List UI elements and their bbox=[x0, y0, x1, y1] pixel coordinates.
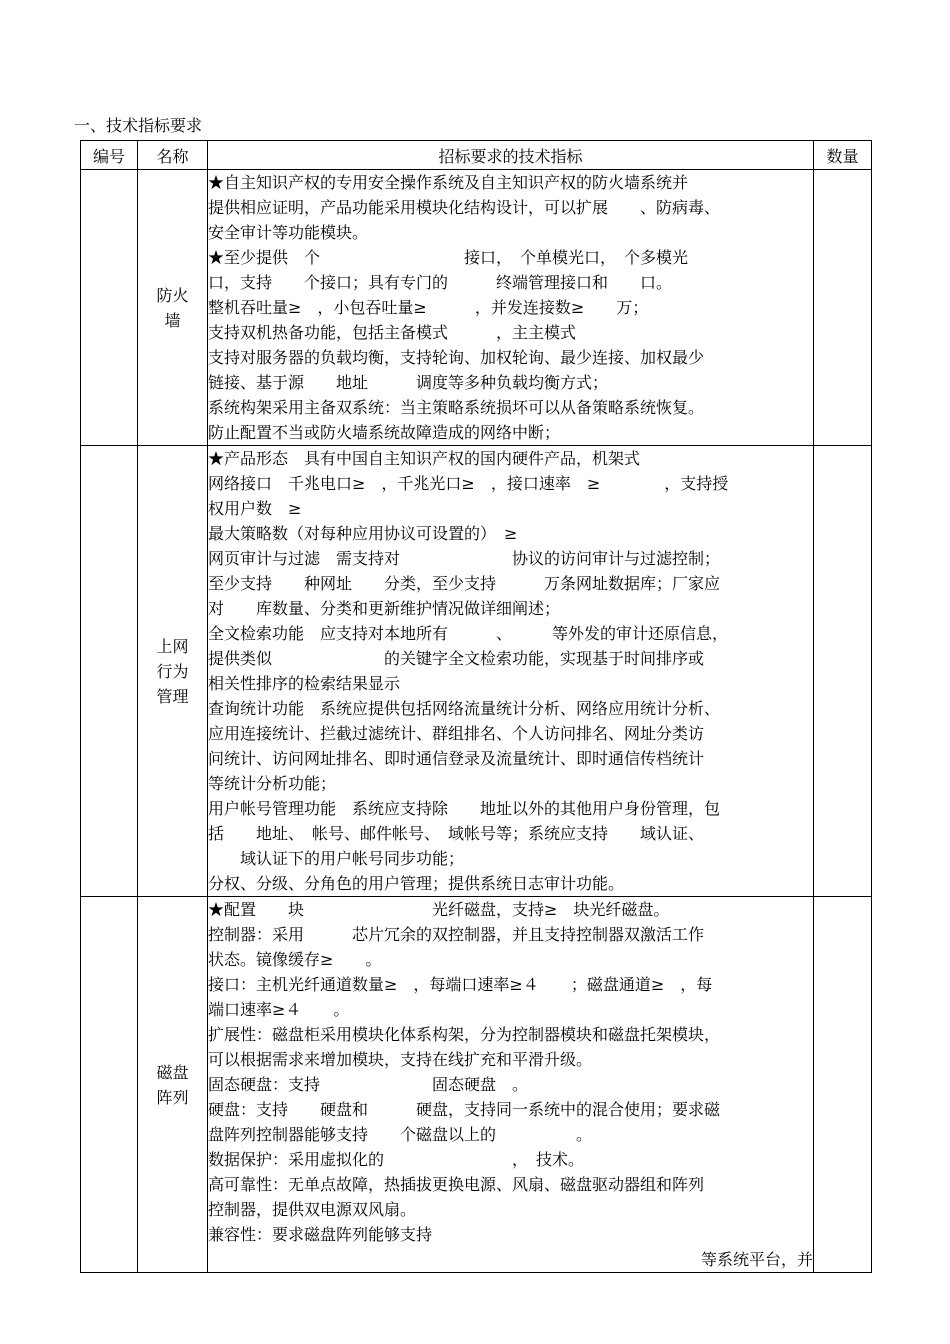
spec-line: 支持双机热备功能，包括主备模式 ，主主模式 bbox=[208, 323, 577, 342]
spec-line: 对 库数量、分类和更新维护情况做详细阐述； bbox=[208, 599, 561, 618]
row-name-text: 上网行为管理 bbox=[156, 636, 189, 706]
spec-line: 控制器：采用 芯片冗余的双控制器，并且支持控制器双激活工作 bbox=[208, 925, 705, 944]
row-name bbox=[138, 897, 208, 1273]
spec-line: 盘阵列控制器能够支持 个磁盘以上的 。 bbox=[208, 1125, 593, 1144]
spec-line: 口，支持 个接口；具有专门的 终端管理接口和 口。 bbox=[208, 273, 673, 292]
spec-line: 高可靠性：无单点故障，热插拔更换电源、风扇、磁盘驱动器组和阵列 bbox=[208, 1175, 705, 1194]
spec-line: 网页审计与过滤 需支持对 协议的访问审计与过滤控制； bbox=[208, 549, 721, 568]
spec-line: 等统计分析功能； bbox=[208, 774, 337, 793]
spec-line: 状态。镜像缓存≥ 。 bbox=[208, 950, 382, 969]
spec-line: 最大策略数（对每种应用协议可设置的） ≥ bbox=[208, 524, 518, 543]
section-title: 一、技术指标要求 bbox=[74, 116, 203, 135]
row-quantity bbox=[814, 170, 872, 446]
header-quantity: 数量 bbox=[814, 141, 872, 170]
header-number: 编号 bbox=[81, 141, 138, 170]
spec-line: 系统构架采用主备双系统：当主策略系统损坏可以从备策略系统恢复。 bbox=[208, 398, 705, 417]
row-name bbox=[138, 170, 208, 446]
spec-line: 等系统平台，并 bbox=[700, 1250, 813, 1269]
spec-line: 至少支持 种网址 分类，至少支持 万条网址数据库；厂家应 bbox=[208, 574, 721, 593]
spec-line: 查询统计功能 系统应提供包括网络流量统计分析、网络应用统计分析、 bbox=[208, 699, 721, 718]
row-name bbox=[138, 446, 208, 897]
spec-line: 括 地址、 帐号、邮件帐号、 域帐号等；系统应支持 域认证、 bbox=[208, 824, 705, 843]
spec-line: 端口速率≥４ 。 bbox=[208, 1000, 350, 1019]
table-header-row bbox=[81, 141, 872, 170]
spec-line: ★至少提供 个 接口， 个单模光口， 个多模光 bbox=[208, 248, 689, 267]
spec-line: 网络接口 千兆电口≥ ，千兆光口≥ ，接口速率 ≥ ，支持授 bbox=[208, 474, 729, 493]
spec-line: ★产品形态 具有中国自主知识产权的国内硬件产品，机架式 bbox=[208, 449, 641, 468]
table-row bbox=[81, 897, 872, 1273]
spec-line: 支持对服务器的负载均衡，支持轮询、加权轮询、最少连接、加权最少 bbox=[208, 348, 705, 367]
spec-line: 提供类似 的关键字全文检索功能，实现基于时间排序或 bbox=[208, 649, 705, 668]
spec-line: 可以根据需求来增加模块，支持在线扩充和平滑升级。 bbox=[208, 1050, 593, 1069]
spec-line: 权用户数 ≥ bbox=[208, 499, 302, 518]
row-number bbox=[81, 897, 138, 1273]
row-spec bbox=[208, 170, 814, 446]
spec-line: 硬盘：支持 硬盘和 硬盘，支持同一系统中的混合使用；要求磁 bbox=[208, 1100, 721, 1119]
row-number bbox=[81, 170, 138, 446]
row-number bbox=[81, 446, 138, 897]
row-spec bbox=[208, 897, 814, 1273]
spec-line: 链接、基于源 地址 调度等多种负载均衡方式； bbox=[208, 373, 609, 392]
spec-line: 问统计、访问网址排名、即时通信登录及流量统计、即时通信传档统计 bbox=[208, 749, 705, 768]
spec-line: 数据保护：采用虚拟化的 ， 技术。 bbox=[208, 1150, 585, 1169]
spec-line: 固态硬盘：支持 固态硬盘 。 bbox=[208, 1075, 529, 1094]
header-spec: 招标要求的技术指标 bbox=[208, 141, 814, 170]
row-quantity bbox=[814, 446, 872, 897]
spec-line: 全文检索功能 应支持对本地所有 、 等外发的审计还原信息， bbox=[208, 624, 729, 643]
spec-line: 域认证下的用户帐号同步功能； bbox=[208, 849, 465, 868]
header-name: 名称 bbox=[138, 141, 208, 170]
spec-line: 提供相应证明，产品功能采用模块化结构设计，可以扩展 、防病毒、 bbox=[208, 198, 721, 217]
table-row bbox=[81, 170, 872, 446]
spec-line: 用户帐号管理功能 系统应支持除 地址以外的其他用户身份管理，包 bbox=[208, 799, 721, 818]
row-quantity bbox=[814, 897, 872, 1273]
spec-line: 分权、分级、分角色的用户管理；提供系统日志审计功能。 bbox=[208, 874, 625, 893]
spec-line: 安全审计等功能模块。 bbox=[208, 223, 369, 242]
row-spec bbox=[208, 446, 814, 897]
spec-line: 应用连接统计、拦截过滤统计、群组排名、个人访问排名、网址分类访 bbox=[208, 724, 705, 743]
row-name-text: 磁盘阵列 bbox=[156, 1062, 189, 1107]
spec-line: ★配置 块 光纤磁盘，支持≥ 块光纤磁盘。 bbox=[208, 900, 670, 919]
spec-table bbox=[80, 140, 872, 1273]
table-row bbox=[81, 446, 872, 897]
spec-line: 兼容性：要求磁盘阵列能够支持 bbox=[208, 1225, 433, 1244]
spec-line: 相关性排序的检索结果显示 bbox=[208, 674, 401, 693]
spec-line: 整机吞吐量≥ ，小包吞吐量≥ ，并发连接数≥ 万； bbox=[208, 298, 649, 317]
spec-line: 防止配置不当或防火墙系统故障造成的网络中断； bbox=[208, 423, 561, 442]
spec-line: 扩展性：磁盘柜采用模块化体系构架，分为控制器模块和磁盘托架模块， bbox=[208, 1025, 721, 1044]
spec-line: ★自主知识产权的专用安全操作系统及自主知识产权的防火墙系统并 bbox=[208, 173, 689, 192]
row-name-text: 防火墙 bbox=[156, 285, 189, 330]
spec-line: 接口：主机光纤通道数量≥ ，每端口速率≥４ ；磁盘通道≥ ，每 bbox=[208, 975, 713, 994]
spec-line: 控制器，提供双电源双风扇。 bbox=[208, 1200, 417, 1219]
